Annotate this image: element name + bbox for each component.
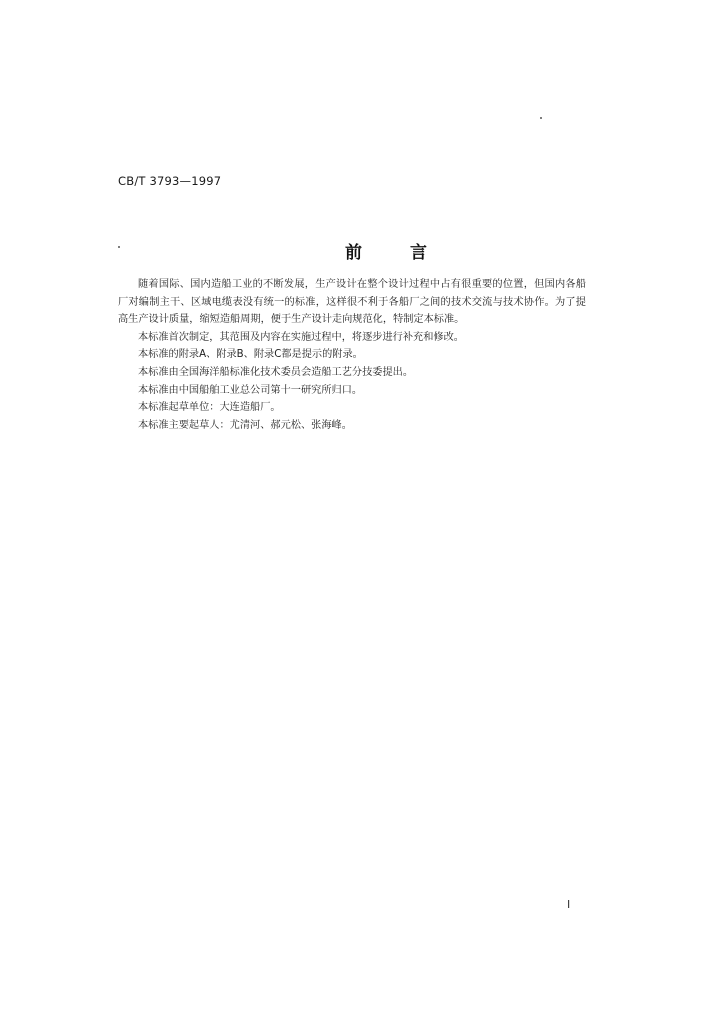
paragraph: 随着国际、国内造船工业的不断发展，生产设计在整个设计过程中占有很重要的位置，但国内各船厂对编制主干、区域电缆表没有统一的标准，这样很不利于各船厂之间的技术交流与技术协作。为了提高生产设计质量，缩短造船周期，便于生产设计走向规范化，特制定本标准。: [118, 279, 586, 326]
page-title: 前言: [345, 243, 475, 263]
paragraph: 本标准起草单位：大连造船厂。: [138, 402, 281, 414]
standard-code: CB/T 3793—1997: [118, 174, 222, 188]
scan-speck: [540, 117, 542, 119]
paragraph: 本标准由中国船舶工业总公司第十一研究所归口。: [138, 384, 363, 396]
paragraph: 本标准由全国海洋船标准化技术委员会造船工艺分技委提出。: [138, 366, 414, 378]
paragraph: 本标准主要起草人：尤清河、郝元松、张海峰。: [138, 419, 352, 431]
page-number: I: [567, 898, 571, 911]
foreword-body: [118, 276, 586, 434]
paragraph: 本标准首次制定，其范围及内容在实施过程中，将逐步进行补充和修改。: [138, 331, 464, 343]
paragraph: 本标准的附录A、附录B、附录C都是提示的附录。: [138, 349, 363, 361]
